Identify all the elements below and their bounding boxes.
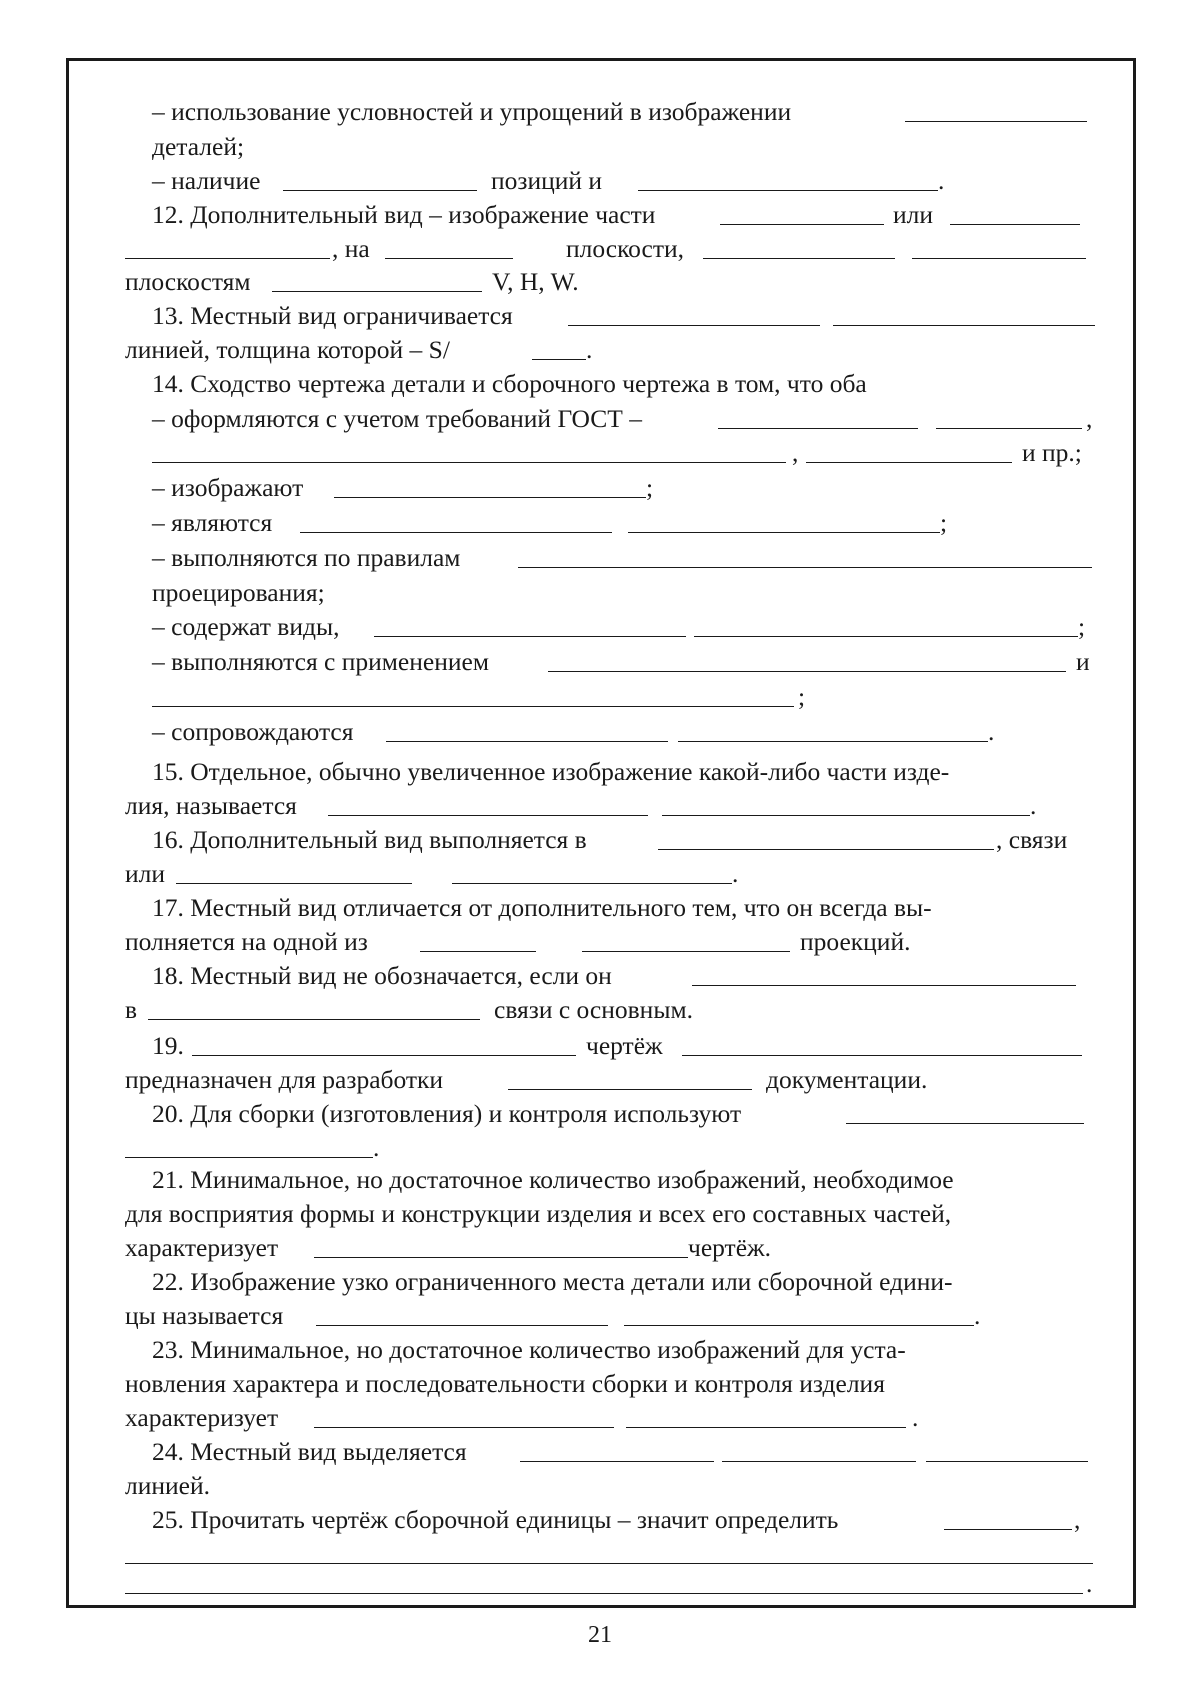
blank-field[interactable]	[720, 224, 884, 225]
text: 14. Сходство чертежа детали и сборочного чертежа в том, что оба	[152, 369, 867, 398]
text: – сопровождаются	[152, 717, 354, 746]
blank-field[interactable]	[806, 462, 1012, 463]
text-line	[0, 714, 1200, 750]
page-number: 21	[588, 1622, 612, 1648]
blank-field[interactable]	[452, 883, 732, 884]
blank-field[interactable]	[944, 1529, 1072, 1530]
text: связи с основным.	[494, 995, 693, 1024]
text: проецирования;	[152, 578, 325, 607]
blank-field[interactable]	[905, 121, 1087, 122]
text: 19.	[152, 1031, 184, 1060]
blank-field[interactable]	[833, 325, 1095, 326]
text-line	[0, 197, 1200, 233]
text-line	[0, 1028, 1200, 1064]
blank-field[interactable]	[152, 706, 794, 707]
text-line	[0, 890, 1200, 926]
blank-field[interactable]	[722, 1461, 916, 1462]
text: – изображают	[152, 473, 304, 502]
text-line	[0, 94, 1200, 130]
text: 15. Отдельное, обычно увеличенное изображение какой-либо части изде-	[152, 757, 950, 786]
text-line	[0, 1096, 1200, 1132]
blank-field[interactable]	[926, 1461, 1088, 1462]
text: позиций и	[491, 166, 603, 195]
text: .	[988, 717, 995, 746]
blank-field[interactable]	[624, 1325, 974, 1326]
text: плоскости,	[566, 234, 685, 263]
text-line	[0, 540, 1200, 576]
text: , на	[332, 234, 370, 263]
blank-field[interactable]	[192, 1055, 576, 1056]
text: 20. Для сборки (изготовления) и контроля используют	[152, 1099, 742, 1128]
text: ;	[798, 682, 806, 711]
blank-field[interactable]	[374, 636, 686, 637]
text: 18. Местный вид не обозначается, если он	[152, 961, 612, 990]
text: характеризует	[125, 1233, 279, 1262]
text: или	[125, 859, 166, 888]
blank-field[interactable]	[314, 1427, 614, 1428]
text: характеризует	[125, 1403, 279, 1432]
text-line	[0, 470, 1200, 506]
text: .	[373, 1133, 380, 1162]
blank-field[interactable]	[912, 258, 1086, 259]
text: ,	[1086, 404, 1093, 433]
blank-field[interactable]	[846, 1123, 1084, 1124]
text: линией.	[125, 1471, 211, 1500]
text: для восприятия формы и конструкции изделия и всех его составных частей,	[125, 1199, 952, 1228]
blank-field[interactable]	[385, 258, 513, 259]
blank-field[interactable]	[662, 815, 1030, 816]
text: плоскостям	[125, 267, 251, 296]
blank-field[interactable]	[950, 224, 1080, 225]
blank-field[interactable]	[936, 428, 1082, 429]
text: в	[125, 995, 138, 1024]
blank-field[interactable]	[176, 883, 412, 884]
text: 23. Минимальное, но достаточное количество изображений для уста-	[152, 1335, 906, 1364]
text-line	[0, 1332, 1200, 1368]
text: 24. Местный вид выделяется	[152, 1437, 467, 1466]
text-line	[0, 505, 1200, 541]
text: .	[938, 166, 945, 195]
text: – содержат виды,	[152, 612, 340, 641]
text-line	[0, 924, 1200, 960]
text: проекций.	[800, 927, 911, 956]
text-line	[0, 679, 1200, 715]
text-line	[0, 1366, 1200, 1402]
blank-field[interactable]	[272, 291, 482, 292]
text: полняется на одной из	[125, 927, 368, 956]
text-line	[0, 1400, 1200, 1436]
blank-field[interactable]	[334, 497, 646, 498]
text: 22. Изображение узко ограниченного места детали или сборочной едини-	[152, 1267, 953, 1296]
text: цы называется	[125, 1301, 284, 1330]
text-line	[0, 1298, 1200, 1334]
text: – являются	[152, 508, 273, 537]
text-line	[0, 1230, 1200, 1266]
text-line	[0, 163, 1200, 199]
text: 13. Местный вид ограничивается	[152, 301, 513, 330]
text: – выполняются с применением	[152, 647, 489, 676]
blank-field[interactable]	[125, 1157, 373, 1158]
blank-field[interactable]	[148, 1019, 480, 1020]
blank-field[interactable]	[283, 190, 477, 191]
blank-field[interactable]	[300, 532, 612, 533]
blank-field[interactable]	[386, 741, 668, 742]
text-line	[0, 992, 1200, 1028]
text-line	[0, 754, 1200, 790]
blank-field[interactable]	[626, 1427, 906, 1428]
blank-field[interactable]	[314, 1257, 688, 1258]
text-line	[0, 644, 1200, 680]
blank-field[interactable]	[508, 1089, 752, 1090]
blank-field[interactable]	[703, 258, 895, 259]
text-line	[0, 129, 1200, 165]
blank-field[interactable]	[682, 1055, 1082, 1056]
text-line	[0, 1434, 1200, 1470]
text: – оформляются с учетом требований ГОСТ –	[152, 404, 642, 433]
blank-field[interactable]	[548, 671, 1066, 672]
text-line	[0, 1196, 1200, 1232]
blank-field[interactable]	[694, 636, 1078, 637]
text: .	[912, 1403, 919, 1432]
text: лия, называется	[125, 791, 297, 820]
text-line	[0, 788, 1200, 824]
text-line	[0, 958, 1200, 994]
text-line	[0, 1062, 1200, 1098]
text: – выполняются по правилам	[152, 543, 461, 572]
blank-field[interactable]	[125, 258, 330, 259]
text-line	[0, 298, 1200, 334]
text-line	[0, 1566, 1200, 1602]
blank-field[interactable]	[718, 428, 918, 429]
text-line	[0, 231, 1200, 267]
text: 17. Местный вид отличается от дополнительного тем, что он всегда вы-	[152, 893, 932, 922]
blank-field[interactable]	[658, 849, 994, 850]
text-line	[0, 1130, 1200, 1166]
text: V, H, W.	[492, 267, 579, 296]
text: ;	[940, 508, 948, 537]
text-line	[0, 1162, 1200, 1198]
text-line	[0, 1468, 1200, 1504]
blank-field[interactable]	[328, 815, 648, 816]
text: или	[893, 200, 934, 229]
text-line	[0, 1264, 1200, 1300]
blank-field[interactable]	[678, 741, 988, 742]
text: и пр.;	[1022, 438, 1082, 467]
blank-field[interactable]	[638, 190, 938, 191]
text-line	[0, 575, 1200, 611]
text: документации.	[766, 1065, 928, 1094]
text: новления характера и последовательности сборки и контроля изделия	[125, 1369, 885, 1398]
text-line	[0, 332, 1200, 368]
blank-field[interactable]	[520, 1461, 714, 1462]
text-line	[0, 264, 1200, 300]
text: 16. Дополнительный вид выполняется в	[152, 825, 587, 854]
text: , связи	[996, 825, 1068, 854]
text-line	[0, 435, 1200, 471]
blank-field[interactable]	[568, 325, 820, 326]
text: .	[1086, 1569, 1093, 1598]
blank-field[interactable]	[152, 462, 786, 463]
blank-field[interactable]	[125, 1563, 1093, 1564]
text: деталей;	[152, 132, 245, 161]
text: ,	[792, 438, 799, 467]
blank-field[interactable]	[125, 1593, 1083, 1594]
text-line	[0, 1502, 1200, 1538]
blank-field[interactable]	[692, 985, 1076, 986]
text: .	[974, 1301, 981, 1330]
text: линией, толщина которой – S/	[125, 335, 450, 364]
text: 25. Прочитать чертёж сборочной единицы – значит определить	[152, 1505, 839, 1534]
text-line	[0, 401, 1200, 437]
blank-field[interactable]	[316, 1325, 608, 1326]
text-line	[0, 609, 1200, 645]
text: 12. Дополнительный вид – изображение части	[152, 200, 656, 229]
text: ,	[1074, 1505, 1081, 1534]
text: чертёж	[586, 1031, 663, 1060]
text: ;	[646, 473, 654, 502]
text: 21. Минимальное, но достаточное количество изображений, необходимое	[152, 1165, 954, 1194]
text: ;	[1078, 612, 1086, 641]
text: .	[732, 859, 739, 888]
blank-field[interactable]	[628, 532, 940, 533]
blank-field[interactable]	[420, 951, 536, 952]
text: .	[586, 335, 593, 364]
blank-field[interactable]	[582, 951, 790, 952]
text: чертёж.	[688, 1233, 772, 1262]
text: предназначен для разработки	[125, 1065, 444, 1094]
text-line	[0, 822, 1200, 858]
blank-field[interactable]	[532, 359, 586, 360]
text: .	[1030, 791, 1037, 820]
text: – использование условностей и упрощений в изображении	[152, 97, 792, 126]
blank-field[interactable]	[518, 567, 1092, 568]
text-line	[0, 366, 1200, 402]
text: – наличие	[152, 166, 261, 195]
text-line	[0, 856, 1200, 892]
text: и	[1076, 647, 1090, 676]
